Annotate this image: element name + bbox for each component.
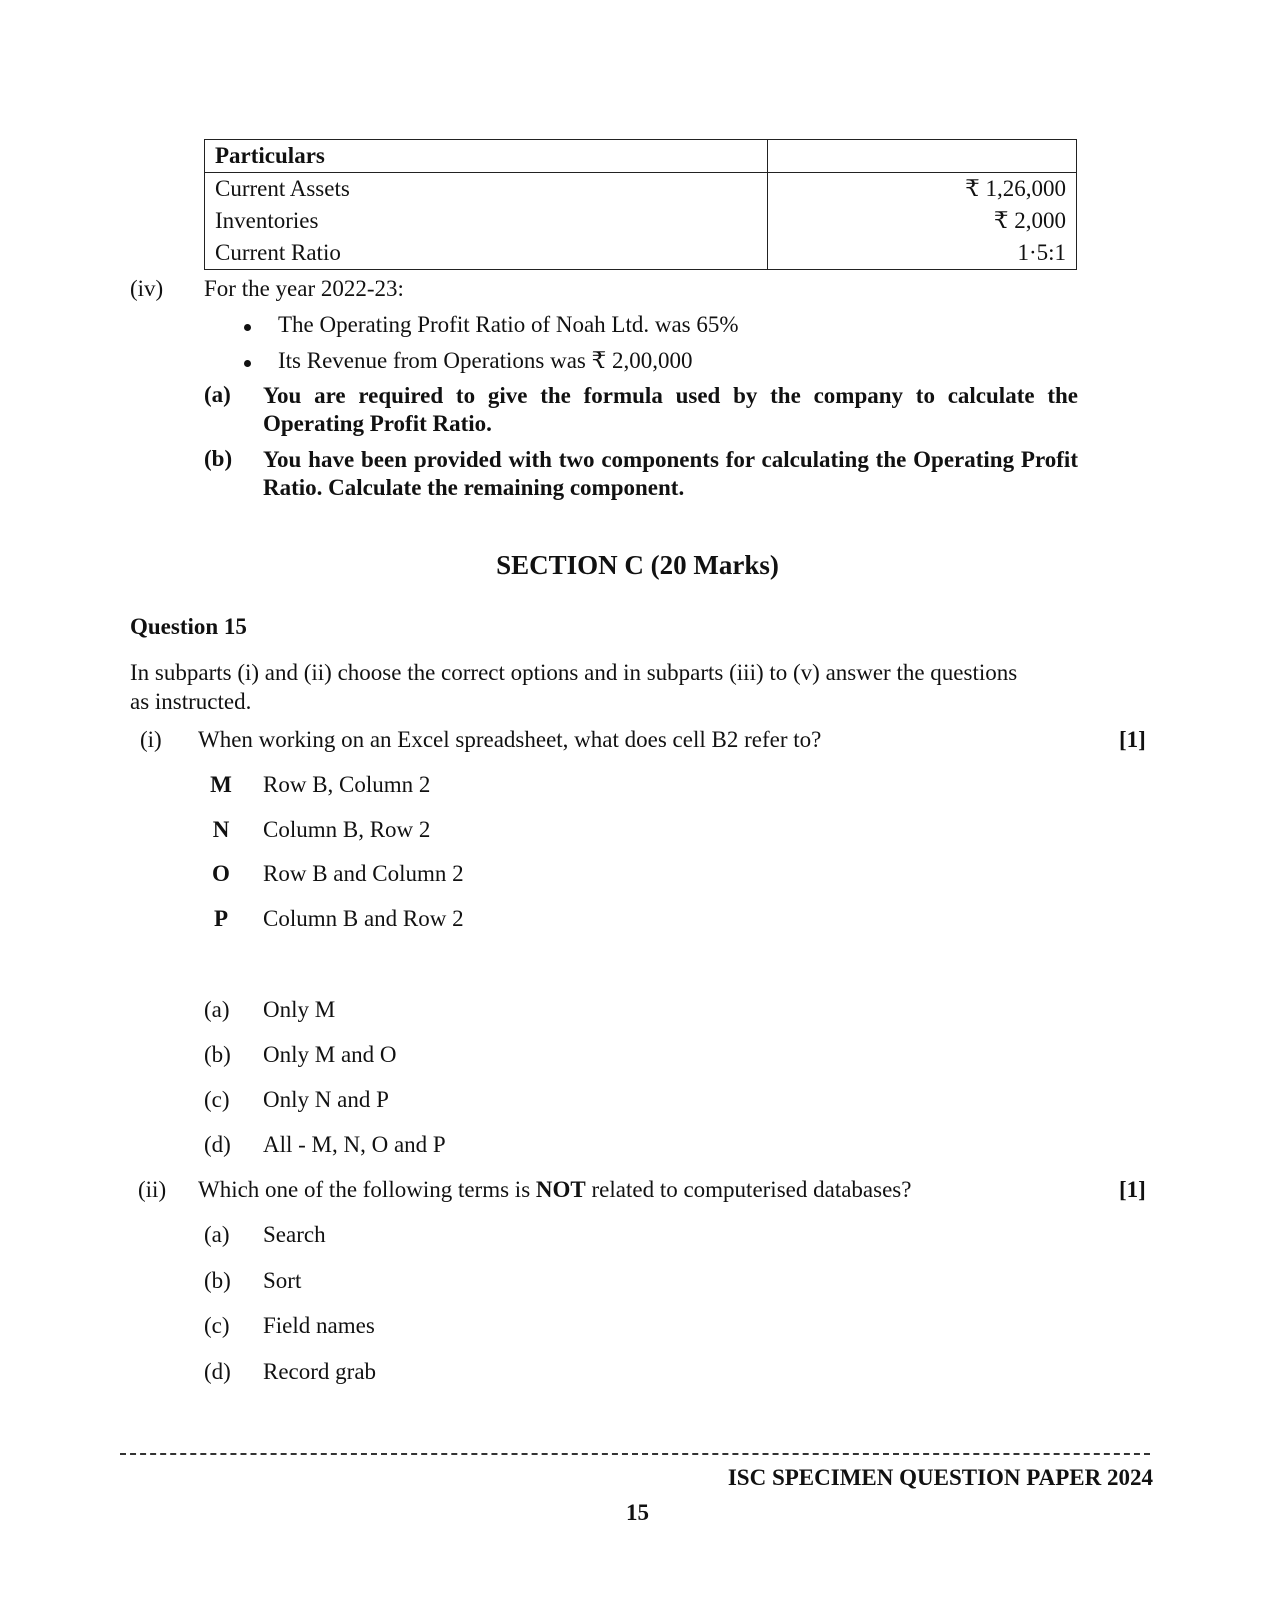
- subpart-iv-intro: For the year 2022-23:: [204, 276, 404, 301]
- question-instruction: In subparts (i) and (ii) choose the correct options and in subparts (iii) to (v) answer the questions: [130, 660, 1018, 685]
- option-text: Search: [263, 1222, 326, 1247]
- option-text: Field names: [263, 1313, 375, 1338]
- table-header-row: [205, 140, 1077, 173]
- statement-text: Row B, Column 2: [263, 772, 431, 797]
- table-row: [205, 173, 1077, 206]
- option-text: Record grab: [263, 1359, 377, 1384]
- table-cell-label: Current Ratio: [205, 237, 768, 270]
- table-cell-value: ₹ 2,000: [768, 205, 1077, 237]
- subpart-ii-text-before: Which one of the following terms is: [198, 1177, 536, 1202]
- particulars-table: [204, 139, 1077, 270]
- option-label: (b): [204, 1268, 231, 1293]
- part-b-text: You have been provided with two components for calculating the Operating Profit Ratio. Calculate the remaining component.: [263, 447, 1078, 500]
- part-a-label: (a): [204, 382, 231, 407]
- statement-text: Column B and Row 2: [263, 906, 464, 931]
- option-text: Only N and P: [263, 1087, 389, 1112]
- question-instruction: as instructed.: [130, 689, 252, 714]
- option-label: (a): [204, 997, 230, 1022]
- option-text: Only M: [263, 997, 336, 1022]
- subpart-ii-text-emphasis: NOT: [535, 1177, 586, 1202]
- table-row: [205, 205, 1077, 237]
- bullet-item: The Operating Profit Ratio of Noah Ltd. was 65%: [278, 312, 739, 337]
- part-b-label: (b): [204, 446, 233, 471]
- subpart-i-number: (i): [140, 727, 162, 752]
- table-cell-label: Current Assets: [205, 173, 768, 206]
- table-cell-value: 1·5:1: [768, 237, 1077, 270]
- table-row: [205, 237, 1077, 270]
- statement-letter: P: [213, 906, 229, 931]
- subpart-ii-text-after: related to computerised databases?: [585, 1177, 912, 1202]
- footer-paper-title: ISC SPECIMEN QUESTION PAPER 2024: [727, 1465, 1153, 1490]
- statement-letter: O: [212, 861, 230, 886]
- option-label: (d): [204, 1132, 231, 1157]
- footer-divider: [120, 1453, 1150, 1455]
- option-label: (c): [204, 1313, 230, 1338]
- table-header-value: [768, 140, 1077, 173]
- subpart-iv-number: (iv): [130, 276, 164, 301]
- option-label: (d): [204, 1359, 231, 1384]
- subpart-i-text: When working on an Excel spreadsheet, what does cell B2 refer to?: [198, 727, 822, 752]
- option-label: (b): [204, 1042, 231, 1067]
- option-text: Only M and O: [263, 1042, 397, 1067]
- option-label: (a): [204, 1222, 230, 1247]
- part-a-text: You are required to give the formula used by the company to calculate the Operating Profit Ratio.: [263, 383, 1078, 436]
- option-text: All - M, N, O and P: [263, 1132, 446, 1157]
- page-number: 15: [626, 1500, 649, 1525]
- subpart-ii-text: [198, 1177, 911, 1203]
- bullet-icon: [244, 324, 251, 331]
- statement-letter: N: [212, 817, 230, 842]
- table-cell-label: Inventories: [205, 205, 768, 237]
- bullet-item: Its Revenue from Operations was ₹ 2,00,000: [278, 348, 693, 373]
- option-label: (c): [204, 1087, 230, 1112]
- statement-text: Row B and Column 2: [263, 861, 464, 886]
- marks-badge: [1]: [1119, 1177, 1146, 1202]
- statement-text: Column B, Row 2: [263, 817, 431, 842]
- section-title: SECTION C (20 Marks): [496, 550, 779, 580]
- subpart-ii-number: (ii): [138, 1177, 167, 1202]
- table-header-particulars: Particulars: [205, 140, 768, 173]
- question-title: Question 15: [130, 614, 247, 639]
- table-cell-value: ₹ 1,26,000: [768, 173, 1077, 206]
- option-text: Sort: [263, 1268, 302, 1293]
- marks-badge: [1]: [1119, 727, 1146, 752]
- statement-letter: M: [210, 772, 232, 797]
- bullet-icon: [244, 360, 251, 367]
